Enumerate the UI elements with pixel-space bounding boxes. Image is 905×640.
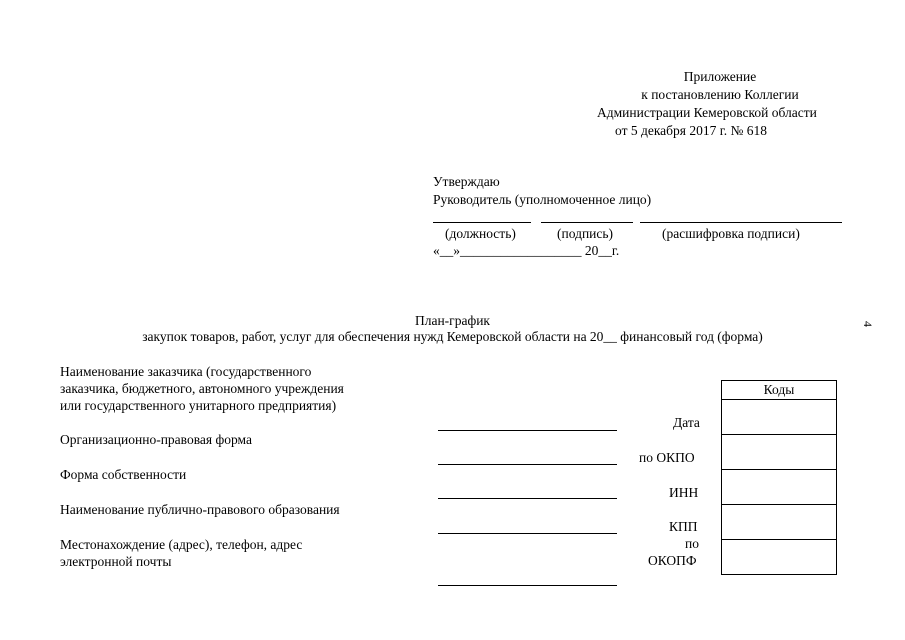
caption-decoding: (расшифровка подписи) xyxy=(662,226,800,241)
legal-form-input-line[interactable] xyxy=(438,464,617,465)
approval-date-line: «__»__________________ 20__г. xyxy=(433,243,620,258)
form-title: План-график xyxy=(414,313,490,328)
position-line xyxy=(433,222,531,223)
approval-title: Утверждаю xyxy=(433,174,500,189)
appendix-line-3: Администрации Кемеровской области xyxy=(597,105,817,120)
decoding-line xyxy=(640,222,842,223)
code-cell-kpp[interactable] xyxy=(722,505,837,540)
codes-header: Коды xyxy=(722,381,837,400)
page-number: 4 xyxy=(861,321,875,327)
field-address-line-1: Местонахождение (адрес), телефон, адрес xyxy=(60,537,303,552)
field-customer-name-line-2: заказчика, бюджетного, автономного учреждения xyxy=(60,381,344,396)
code-label-po: по xyxy=(685,536,699,551)
field-address-line-2: электронной почты xyxy=(60,554,172,569)
approval-role: Руководитель (уполномоченное лицо) xyxy=(433,192,652,207)
field-customer-name-line-1: Наименование заказчика (государственного xyxy=(60,364,312,379)
appendix-line-1: Приложение xyxy=(683,69,757,84)
field-legal-form: Организационно-правовая форма xyxy=(60,432,252,447)
form-subtitle: закупок товаров, работ, услуг для обеспечения нужд Кемеровской области на 20__ финансовый год (форма) xyxy=(142,329,763,344)
public-entity-input-line[interactable] xyxy=(438,533,617,534)
code-label-okopf: ОКОПФ xyxy=(648,553,697,568)
code-label-date: Дата xyxy=(673,415,700,430)
code-label-okpo: по ОКПО xyxy=(639,450,695,465)
field-public-entity: Наименование публично-правового образования xyxy=(60,502,340,517)
ownership-form-input-line[interactable] xyxy=(438,498,617,499)
signature-line xyxy=(541,222,633,223)
caption-position: (должность) xyxy=(445,226,516,241)
address-input-line[interactable] xyxy=(438,585,617,586)
codes-table xyxy=(721,380,837,575)
code-label-inn: ИНН xyxy=(669,485,699,500)
code-label-kpp: КПП xyxy=(669,519,698,534)
caption-signature: (подпись) xyxy=(557,226,614,241)
code-cell-inn[interactable] xyxy=(722,470,837,505)
code-cell-okopf[interactable] xyxy=(722,540,837,575)
field-ownership-form: Форма собственности xyxy=(60,467,187,482)
code-cell-date[interactable] xyxy=(722,400,837,435)
code-cell-okpo[interactable] xyxy=(722,435,837,470)
field-customer-name-line-3: или государственного унитарного предприятия) xyxy=(60,398,337,413)
appendix-line-2: к постановлению Коллегии xyxy=(641,87,799,102)
customer-name-input-line[interactable] xyxy=(438,430,617,431)
appendix-line-4: от 5 декабря 2017 г. № 618 xyxy=(615,123,768,138)
